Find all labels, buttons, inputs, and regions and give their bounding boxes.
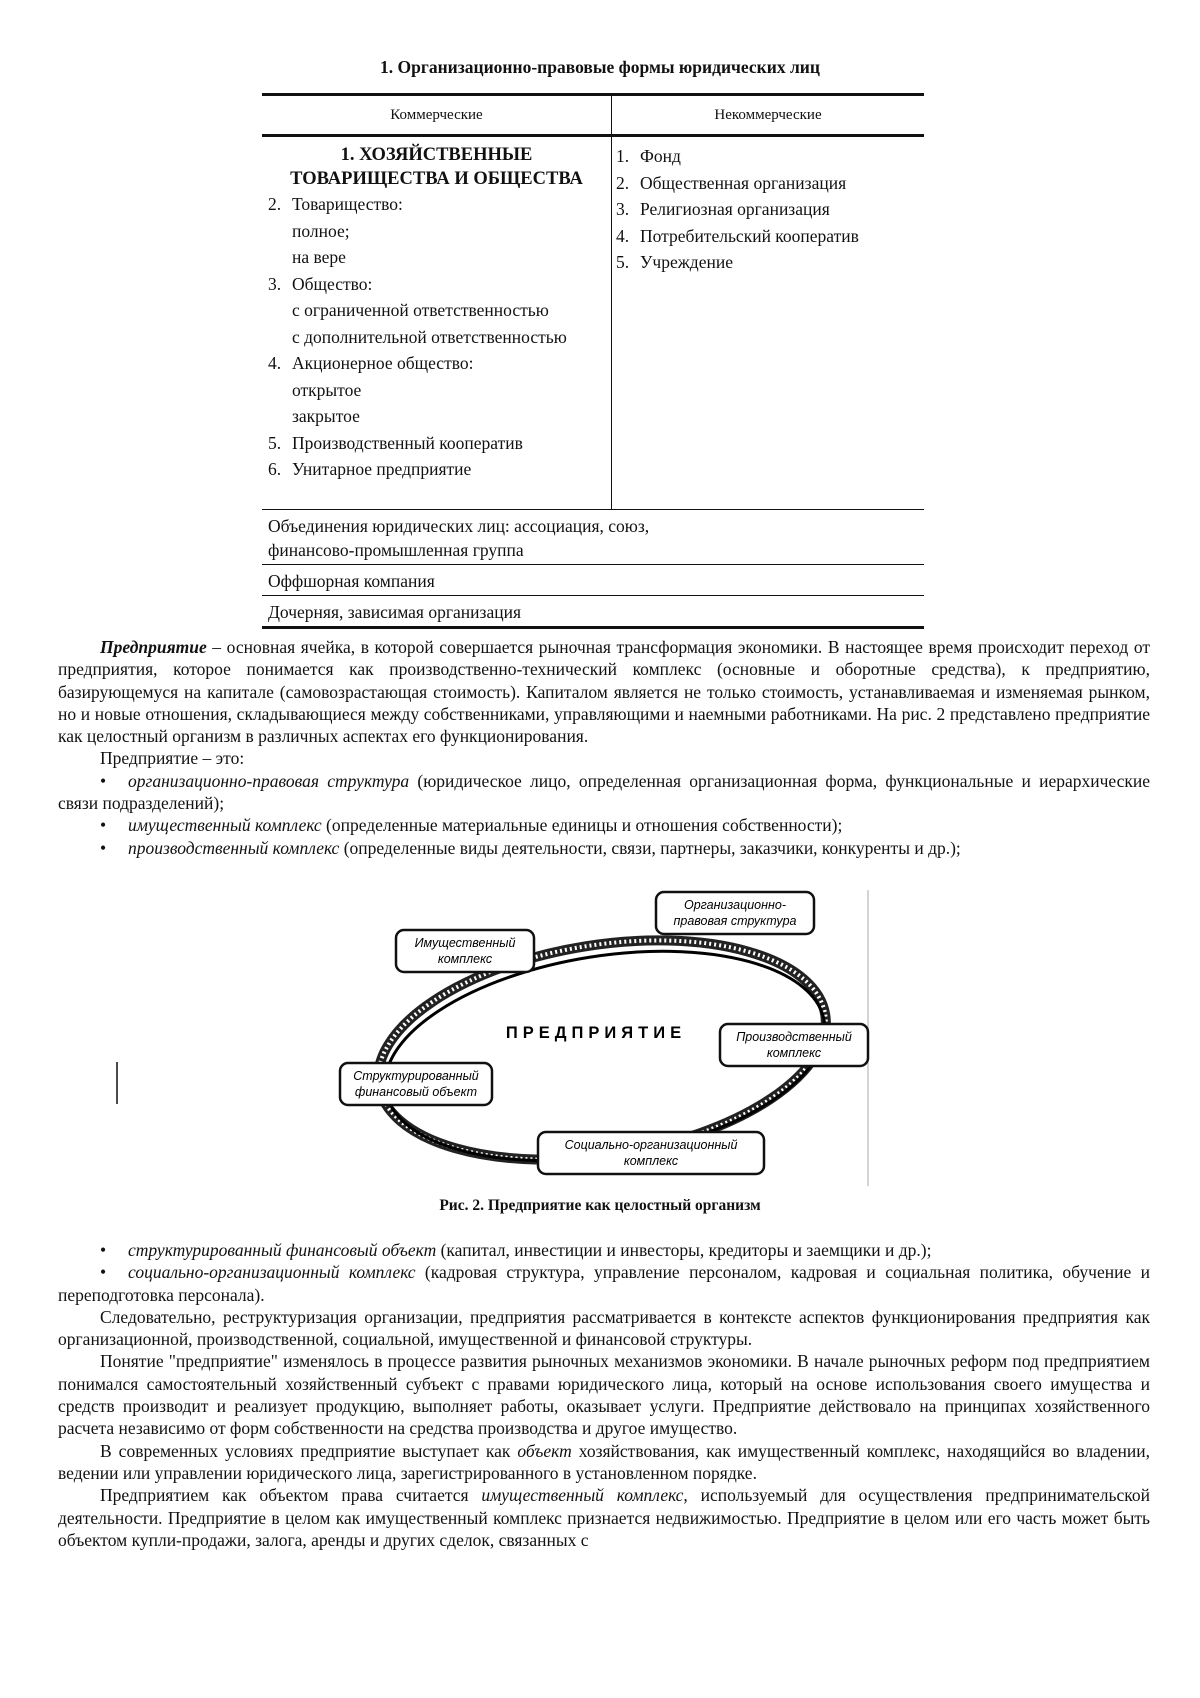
bullet-item xyxy=(58,837,1150,859)
table-row: Объединения юридических лиц: ассоциация, союз, финансово-промышленная группа xyxy=(262,510,924,565)
commercial-list xyxy=(268,191,605,483)
svg-text:Организационно-: Организационно- xyxy=(683,898,787,912)
list-label: Унитарное предприятие xyxy=(292,459,472,479)
paragraph: Предприятие – основная ячейка, в которой совершается рыночная трансформация экономики. В настоящее время происходит переход от предприятия, которое понимается как производственно-технический комплекс (основные и оборотные средства), к предприятию, базирующемуся на капитале (самовозрастающая стоимость). Капиталом является не только стоимость, устанавливаемая и изменяемая рынком, но и новые отношения, складывающиеся между собственниками, управляющими и наемными работниками. На рис. 2 представлено предприятие как целостный организм в различных аспектах его функционирования. xyxy=(58,637,1150,747)
list-item xyxy=(268,456,605,483)
svg-text:комплекс: комплекс xyxy=(623,1154,679,1168)
list-label: Акционерное общество: xyxy=(292,353,474,373)
list-item xyxy=(616,249,920,276)
text-block-2 xyxy=(58,1239,1150,1551)
paragraph: Следовательно, реструктуризация организации, предприятия рассматривается в контексте аспектов функционирования предприятия как организационной, производственной, социальной, имущественной и финансовой структуры. xyxy=(58,1306,1150,1350)
list-number: 3. xyxy=(268,273,282,294)
column-header-commercial: Коммерческие xyxy=(262,95,612,136)
bullet-list xyxy=(58,1239,1150,1306)
list-item xyxy=(268,350,605,377)
commercial-cell xyxy=(262,136,612,510)
box-org-legal-structure xyxy=(656,892,814,934)
list-number: 1. xyxy=(616,146,630,166)
box-financial-object xyxy=(340,1063,492,1105)
figure-caption: Рис. 2. Предприятие как целостный организм xyxy=(439,1197,761,1214)
column-header-noncommercial: Некоммерческие xyxy=(612,95,925,136)
table-row: Дочерняя, зависимая организация xyxy=(262,596,924,628)
bullet-item xyxy=(58,1261,1150,1306)
list-item xyxy=(268,271,605,298)
bullet-symbol: • xyxy=(100,815,107,836)
paragraph: Предприятием как объектом права считается имущественный комплекс, используемый для осуществления предпринимательской деятельности. Предприятие в целом как имущественный комплекс признается недвижимостью. Предприятие в целом или его часть может быть объектом купли-продажи, залога, аренды и других сделок, связанных с xyxy=(58,1485,1150,1550)
legal-forms-table xyxy=(262,93,924,629)
list-item xyxy=(616,170,920,197)
text-block-1 xyxy=(58,636,1150,859)
list-subitem: с ограниченной ответственностью xyxy=(292,300,549,320)
bullet-symbol: • xyxy=(100,837,107,858)
list-number: 4. xyxy=(268,353,282,373)
list-number: 2. xyxy=(616,172,630,193)
list-number: 3. xyxy=(616,199,630,219)
list-label: Общество: xyxy=(292,273,373,294)
paragraph: В современных условиях предприятие выступает как объект хозяйствования, как имущественный комплекс, находящийся во владении, ведении или управлении юридического лица, зарегистрированного в установленном порядке. xyxy=(58,1440,1150,1483)
enterprise-diagram xyxy=(0,890,1200,1190)
list-number: 5. xyxy=(268,432,282,453)
bullet-term: организационно-правовая структура xyxy=(128,770,410,791)
list-label: Потребительский кооператив xyxy=(640,225,859,246)
svg-text:комплекс: комплекс xyxy=(437,952,493,966)
box-production-complex xyxy=(720,1024,868,1066)
list-label: Фонд xyxy=(640,146,681,166)
bullet-item xyxy=(58,1239,1150,1261)
list-subitem: с дополнительной ответственностью xyxy=(292,326,567,347)
list-label: Учреждение xyxy=(640,252,733,272)
bullet-term: производственный комплекс xyxy=(128,837,340,858)
list-item xyxy=(616,223,920,250)
bullet-text: (определенные виды деятельности, связи, партнеры, заказчики, конкуренты и др.); xyxy=(339,837,961,858)
bullet-text: (кадровая структура, управление персоналом, кадровая и социальная политика, обучение и переподготовка персонала). xyxy=(58,1262,1150,1305)
svg-text:комплекс: комплекс xyxy=(766,1046,822,1060)
svg-text:Структурированный: Структурированный xyxy=(353,1069,479,1083)
list-subitem: на вере xyxy=(292,247,346,267)
list-subitem: закрытое xyxy=(292,406,360,426)
list-number: 6. xyxy=(268,459,282,479)
svg-text:Социально-организационный: Социально-организационный xyxy=(564,1138,738,1152)
list-number: 2. xyxy=(268,194,282,214)
list-label: Религиозная организация xyxy=(640,199,830,219)
bullet-term: имущественный комплекс xyxy=(128,815,322,836)
bullet-text: (определенные материальные единицы и отношения собственности); xyxy=(321,815,843,836)
bullet-term: социально-организационный комплекс xyxy=(128,1262,416,1283)
list-label: Товарищество: xyxy=(292,194,403,214)
bullet-symbol: • xyxy=(100,770,107,791)
paragraph: Предприятие – это: xyxy=(100,748,245,769)
svg-text:правовая структура: правовая структура xyxy=(673,914,797,928)
commercial-group-heading: 1. ХОЗЯЙСТВЕННЫЕ ТОВАРИЩЕСТВА И ОБЩЕСТВА xyxy=(290,145,583,189)
list-number: 4. xyxy=(616,225,630,246)
table-row: Оффшорная компания xyxy=(262,565,924,596)
box-social-organizational-complex xyxy=(538,1132,764,1174)
noncommercial-cell xyxy=(612,136,925,510)
list-label: Производственный кооператив xyxy=(292,432,523,453)
svg-text:финансовый объект: финансовый объект xyxy=(354,1085,478,1099)
bullet-symbol: • xyxy=(100,1240,107,1260)
list-number: 5. xyxy=(616,252,630,272)
bullet-term: структурированный финансовый объект xyxy=(128,1240,437,1260)
table-title: 1. Организационно-правовые формы юридических лиц xyxy=(380,57,820,77)
noncommercial-list xyxy=(612,137,924,276)
list-item xyxy=(268,430,605,457)
bullet-text: (юридическое лицо, определенная организационная форма, функциональные и иерархические связи подразделений); xyxy=(58,770,1151,814)
list-item xyxy=(268,191,605,218)
bullet-item xyxy=(58,814,1150,836)
list-item xyxy=(616,196,920,223)
box-property-complex xyxy=(396,930,534,972)
list-label: Общественная организация xyxy=(640,172,847,193)
paragraph: Понятие "предприятие" изменялось в процессе развития рыночных механизмов экономики. В начале рыночных реформ под предприятием понимался самостоятельный хозяйственный субъект с правами юридического лица, который на основе использования своего имущества и средств производит и реализует продукцию, выполняет работы, оказывает услуги. Предприятие действовало на принципах хозяйственного расчета независимо от форм собственности на средства производства и другое имущество. xyxy=(58,1351,1150,1439)
diagram-center-label: ПРЕДПРИЯТИЕ xyxy=(505,1024,687,1042)
list-item xyxy=(616,143,920,170)
bullet-list xyxy=(58,770,1150,859)
bullet-text: (капитал, инвестиции и инвесторы, кредиторы и заемщики и др.); xyxy=(436,1240,932,1260)
svg-text:Имущественный: Имущественный xyxy=(414,936,516,950)
bullet-symbol: • xyxy=(100,1262,107,1283)
bullet-item xyxy=(58,770,1150,815)
svg-text:Производственный: Производственный xyxy=(736,1030,852,1044)
list-subitem: полное; xyxy=(292,220,350,241)
list-subitem: открытое xyxy=(292,379,362,400)
